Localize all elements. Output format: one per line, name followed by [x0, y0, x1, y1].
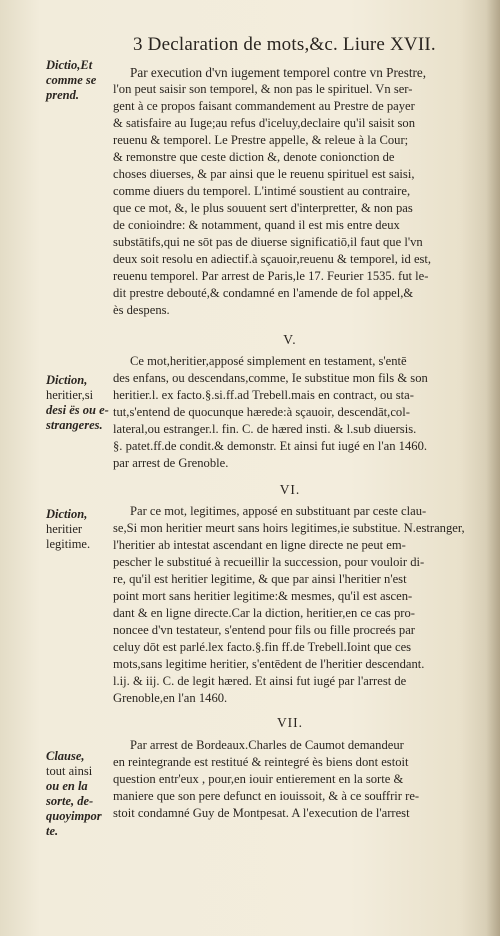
text-line: mots,sans legitime heritier, s'entēdent de l'heritier descendant.	[113, 657, 425, 671]
text-line: l'on peut saisir son temporel, & non pas le spirituel. Vn ser-	[113, 82, 413, 96]
margin-note-line: Diction,	[46, 507, 88, 521]
margin-note-4	[46, 749, 102, 839]
margin-note-line: desi ës ou e-	[46, 403, 109, 417]
text-line: par arrest de Grenoble.	[113, 456, 229, 470]
margin-note-line: heritier	[46, 522, 83, 536]
text-line: Par execution d'vn iugement temporel contre vn Prestre,	[130, 65, 427, 80]
text-line: & satisfaire au Iuge;au refus d'iceluy,declaire qu'il saisit son	[113, 116, 416, 130]
text-line: stoit condamné Guy de Montpesat. A l'execution de l'arrest	[113, 806, 410, 820]
text-line: Par ce mot, legitimes, apposé en substituant par ceste clau-	[130, 504, 427, 518]
text-line: Par arrest de Bordeaux.Charles de Caumot demandeur	[130, 738, 404, 752]
text-line: point mort sans heritier legitime:& mesmes, qu'il est ascen-	[113, 589, 413, 603]
text-line: dant & en ligne directe.Car la diction, heritier,en ce cas pro-	[113, 606, 415, 620]
margin-note-line: comme se	[46, 73, 97, 87]
text-line: tut,s'entend de quocunque hærede:à sçauoir, descendāt,col-	[113, 405, 410, 419]
text-line: des enfans, ou descendans,comme, Ie substitue mon fils & son	[113, 371, 428, 385]
text-line: celuy dōt est parlé.lex facto.§.fin ff.de Trebell.Ioint que ces	[113, 640, 412, 654]
text-line: reuenu temporel. Par arrest de Paris,le 17. Feurier 1535. fut le-	[113, 269, 429, 283]
margin-note-line: sorte, de-	[46, 794, 94, 808]
text-line: heritier.l. ex facto.§.si.ff.ad Trebell.mais en contract, ou sta-	[113, 388, 414, 402]
text-line: que ce mot, &, le plus souuent sert d'interpretter, & non pas	[113, 201, 413, 215]
margin-note-line: heritier,si	[46, 388, 94, 402]
margin-note-line: prend.	[46, 88, 79, 102]
text-line: ès despens.	[113, 303, 170, 317]
text-line: & remonstre que ceste diction &, denote conionction de	[113, 150, 395, 164]
text-line: question entr'eux , pour,en iouir entierement en la sorte &	[113, 772, 404, 786]
text-line: noncee d'vn testateur, s'entend pour fils ou fille procreés par	[113, 623, 415, 637]
margin-note-line: te.	[46, 824, 59, 838]
text-line: reuenu & temporel. Le Prestre appelle, & releue à la Cour;	[113, 133, 409, 147]
text-line: substātifs,qui ne sōt pas de diuerse significatiō,il faut que l'vn	[113, 235, 423, 249]
section-heading: VII.	[276, 715, 304, 730]
margin-note-1	[46, 58, 96, 103]
margin-note-line: ou en la	[46, 779, 88, 793]
margin-note-line: Clause,	[46, 749, 85, 763]
text-line: pescher le substitué à recueillir la succession, pour vouloir di-	[113, 555, 425, 569]
text-line: lateral,ou estranger.l. fin. C. de hæred insti. & l.sub diuersis.	[113, 422, 417, 436]
margin-note-line: quoyimpor	[46, 809, 102, 823]
text-line: maniere que son pere defunct en iouissoit, & à ce souffrir re-	[113, 789, 420, 803]
margin-note-line: strangeres.	[46, 418, 103, 432]
text-line: deux soit resolu en adiectif.à sçauoir,reuenu & temporel, id est,	[113, 252, 432, 266]
margin-note-3	[46, 507, 90, 552]
text-line: de conioindre: & notamment, quand il est mis entre deux	[113, 218, 400, 232]
text-line: gent à ce propos faisant commandement au Prestre de payer	[113, 99, 415, 113]
running-header: 3 Declaration de mots,&c. Liure XVII.	[133, 34, 436, 55]
section-heading: VI.	[279, 482, 301, 497]
text-line: se,Si mon heritier meurt sans hoirs legitimes,ie substitue. N.estranger,	[113, 521, 465, 535]
section-heading: V.	[283, 332, 297, 347]
text-line: §. patet.ff.de condit.& demonstr. Et ainsi fut iugé en l'an 1460.	[113, 439, 428, 453]
text-line: l.ij. & iij. C. de legit hæred. Et ainsi fut iugé par l'arrest de	[113, 674, 407, 688]
margin-note-line: tout ainsi	[46, 764, 93, 778]
text-line: Grenoble,en l'an 1460.	[113, 691, 228, 705]
margin-note-line: Diction,	[46, 373, 88, 387]
text-line: comme diuers du temporel. L'intimé soustient au contraire,	[113, 184, 411, 198]
text-line: re, qu'il est heritier legitime, & que par ainsi l'heritier n'est	[113, 572, 407, 586]
text-line: l'heritier ab intestat ascendant en ligne directe ne peut em-	[113, 538, 406, 552]
margin-note-2	[46, 373, 109, 433]
text-line: dit prestre debouté,& condamné en l'amende de fol appel,&	[113, 286, 414, 300]
margin-note-line: legitime.	[46, 537, 91, 551]
text-line: en reintegrande est restitué & reintegré ès biens dont estoit	[113, 755, 409, 769]
margin-note-line: Dictio,Et	[46, 58, 93, 72]
text-line: Ce mot,heritier,apposé simplement en testament, s'entē	[130, 354, 407, 368]
text-line: choses diuerses, & par ainsi que le reuenu spirituel est saisi,	[113, 167, 415, 181]
